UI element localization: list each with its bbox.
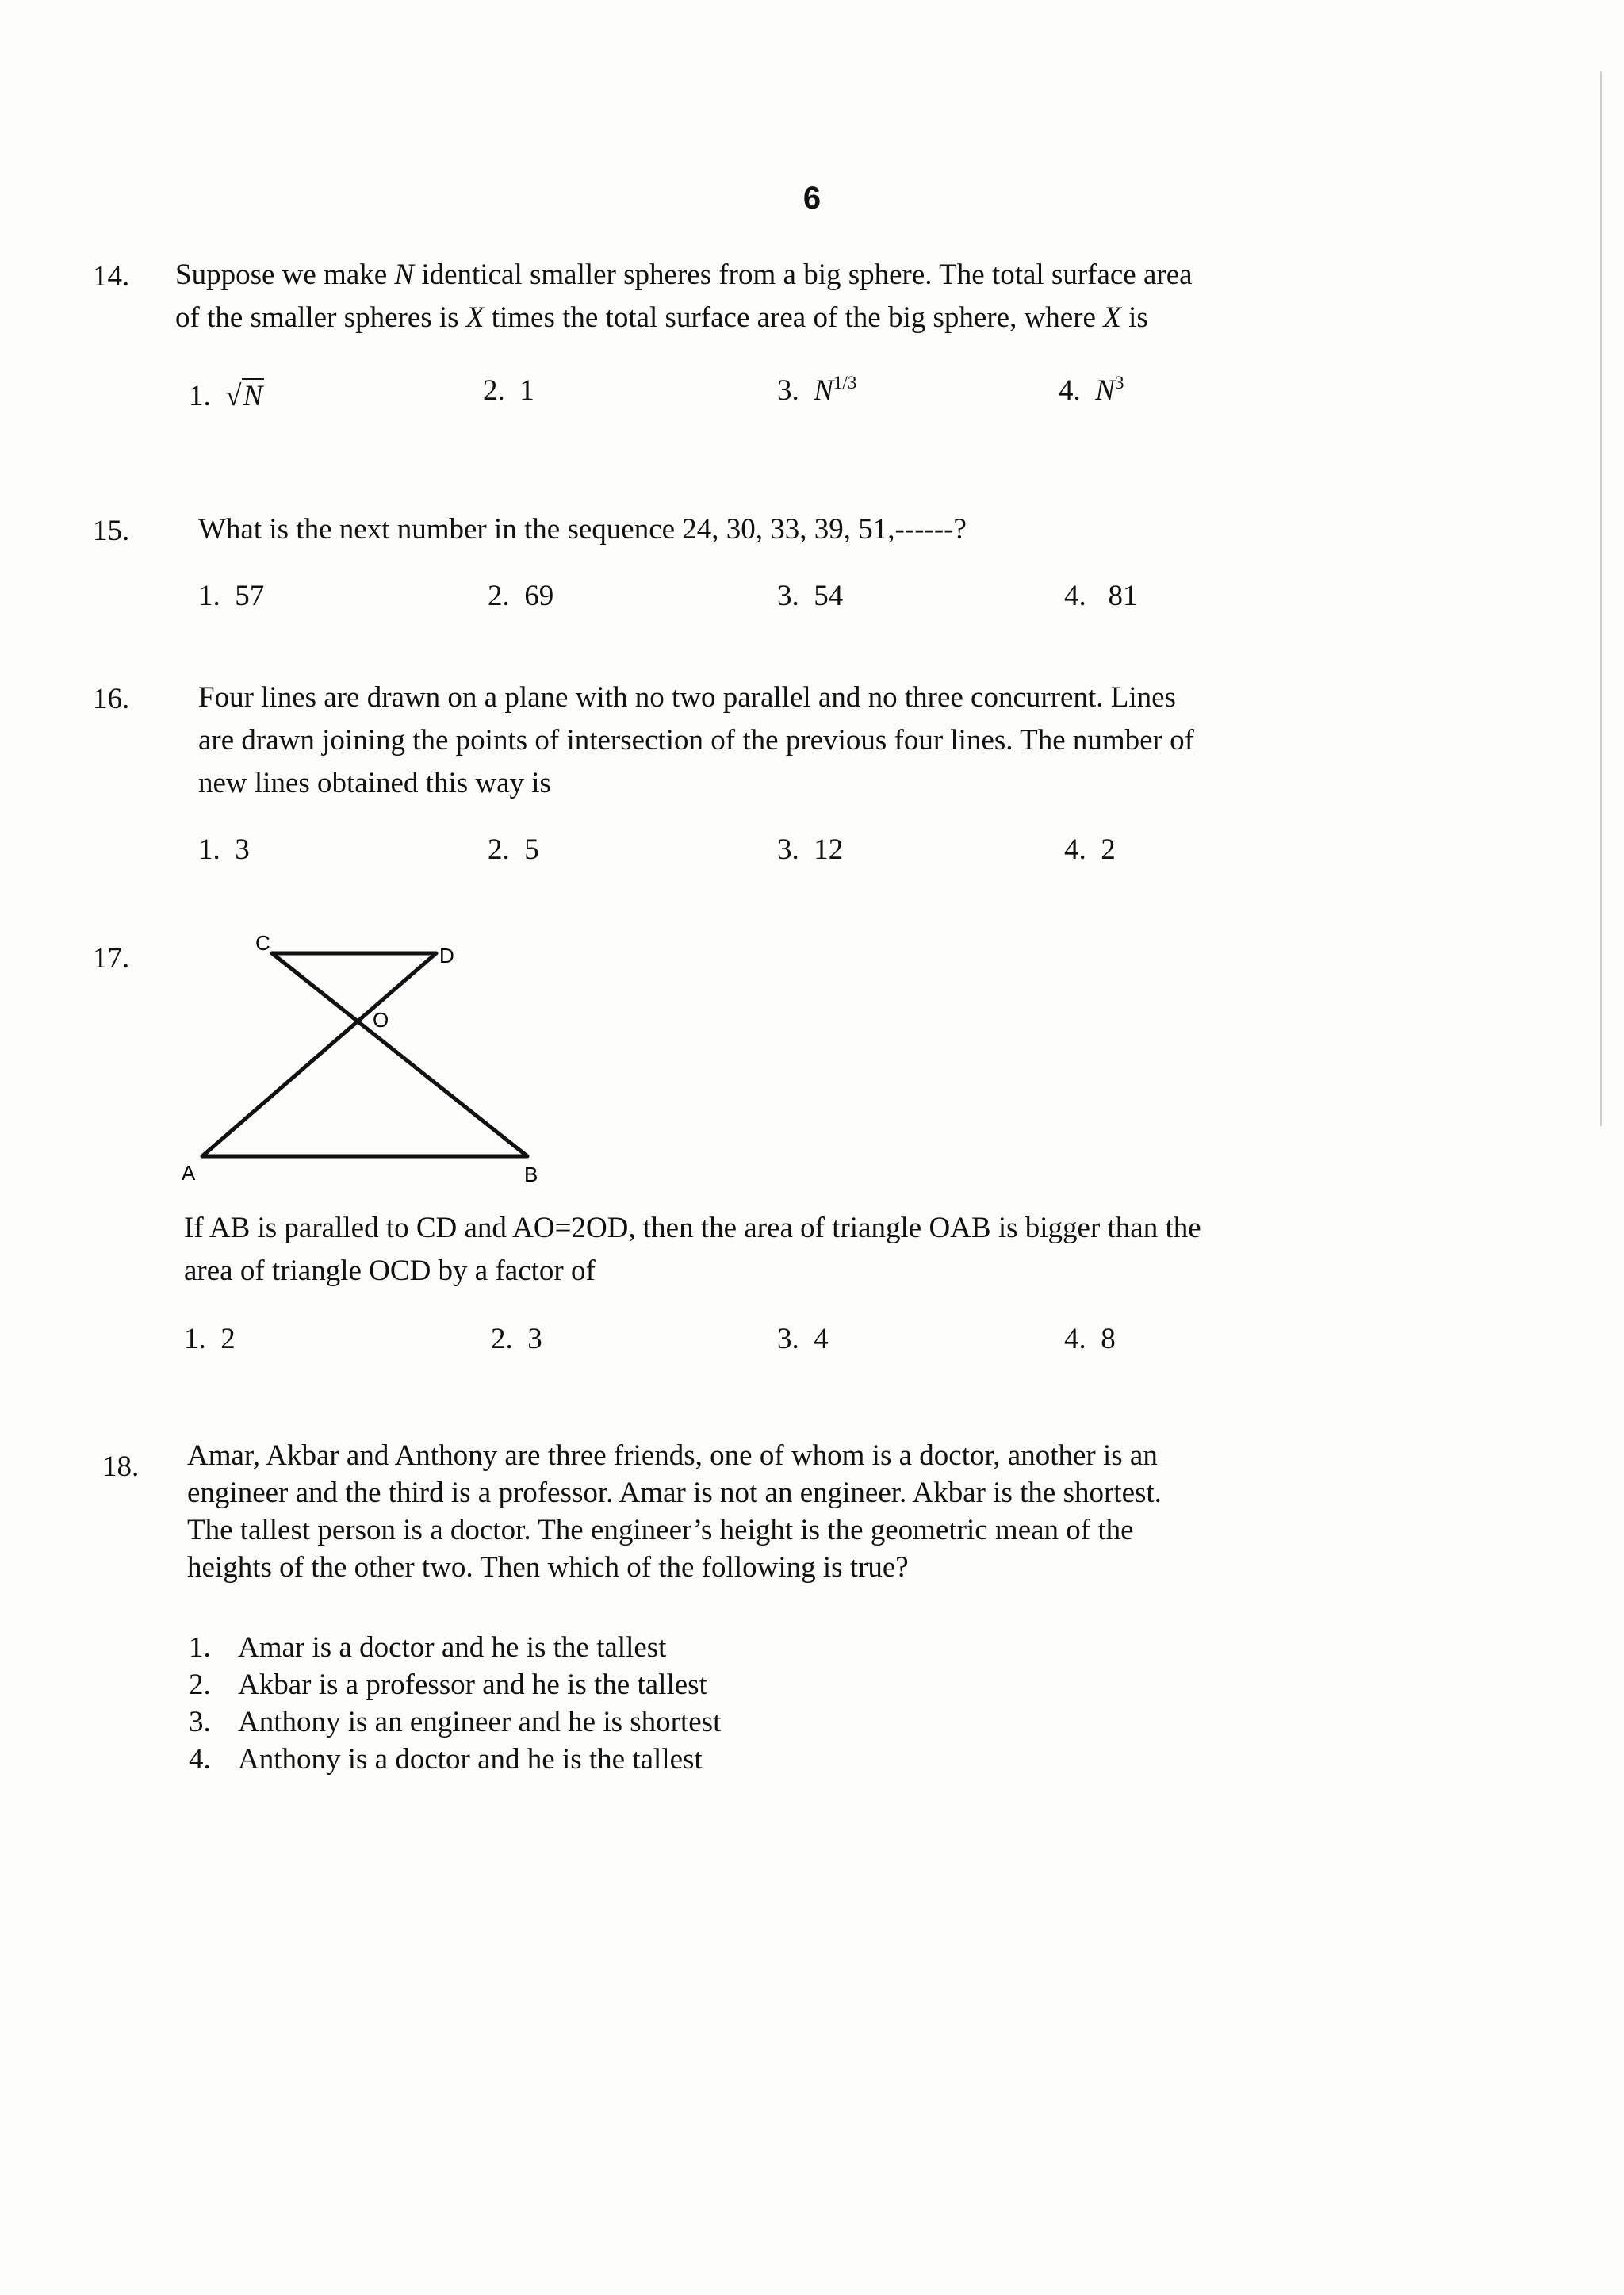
question-15-option-4[interactable]: 4. 81	[1064, 580, 1138, 612]
question-14-option-1[interactable]: 1. √N	[189, 380, 263, 412]
question-17-option-1[interactable]: 1. 2	[184, 1323, 236, 1355]
question-18-line-1: Amar, Akbar and Anthony are three friends, one of whom is a doctor, another is an	[187, 1439, 1158, 1472]
question-14-stem	[175, 254, 1193, 339]
question-16-option-1[interactable]: 1. 3	[198, 833, 250, 866]
question-17-option-2[interactable]: 2. 3	[491, 1323, 542, 1355]
scan-edge-line	[1600, 71, 1602, 1126]
question-18-number: 18.	[102, 1450, 140, 1483]
question-15-option-2[interactable]: 2. 69	[488, 580, 554, 612]
question-14-option-3[interactable]: 3. $N^{1/3}$	[777, 373, 857, 407]
question-15-option-1[interactable]: 1. 57	[198, 580, 265, 612]
question-14-line-2: of the smaller spheres is X times the total surface area of the big sphere, where X is	[175, 301, 1148, 334]
question-17-option-4[interactable]: 4. 8	[1064, 1323, 1116, 1355]
question-15-option-3[interactable]: 3. 54	[777, 580, 844, 612]
question-14-option-2[interactable]: 2. 1	[483, 374, 534, 407]
question-17-stem	[184, 1207, 1201, 1293]
question-14-number: 14.	[93, 260, 130, 293]
question-17-option-3[interactable]: 3. 4	[777, 1323, 829, 1355]
question-16-line-3: new lines obtained this way is	[198, 767, 551, 799]
question-16-number: 16.	[93, 683, 130, 715]
question-16-stem	[198, 676, 1194, 805]
question-18-stem	[187, 1437, 1162, 1586]
question-18-line-2: engineer and the third is a professor. Amar is not an engineer. Akbar is the shortest.	[187, 1477, 1162, 1509]
question-14-line-1: Suppose we make N identical smaller spheres from a big sphere. The total surface area	[175, 259, 1193, 291]
sqrt-n-expression: √N	[225, 380, 263, 412]
question-18-line-4: heights of the other two. Then which of the following is true?	[187, 1551, 909, 1584]
label-c: C	[255, 931, 270, 955]
question-18-line-3: The tallest person is a doctor. The engineer’s height is the geometric mean of the	[187, 1514, 1134, 1546]
question-16-option-2[interactable]: 2. 5	[488, 833, 539, 866]
question-17-line-2: area of triangle OCD by a factor of	[184, 1255, 596, 1287]
question-18-option-1[interactable]: 1. Amar is a doctor and he is the tallest	[189, 1631, 667, 1664]
question-16-option-4[interactable]: 4. 2	[1064, 833, 1116, 866]
label-d: D	[439, 944, 454, 967]
label-b: B	[524, 1163, 538, 1186]
triangle-diagram	[178, 926, 551, 1196]
question-16-option-3[interactable]: 3. 12	[777, 833, 844, 866]
question-17-line-1: If AB is paralled to CD and AO=2OD, then the area of triangle OAB is bigger than the	[184, 1212, 1201, 1244]
question-15-line-1: What is the next number in the sequence 24, 30, 33, 39, 51,------?	[198, 513, 967, 546]
label-a: A	[182, 1161, 196, 1185]
question-15-stem	[198, 508, 967, 551]
question-18-option-2[interactable]: 2. Akbar is a professor and he is the tallest	[189, 1669, 707, 1701]
question-16-line-1: Four lines are drawn on a plane with no two parallel and no three concurrent. Lines	[198, 681, 1176, 714]
question-16-line-2: are drawn joining the points of intersection of the previous four lines. The number of	[198, 724, 1194, 757]
question-18-options	[189, 1629, 721, 1778]
question-18-option-3[interactable]: 3. Anthony is an engineer and he is shortest	[189, 1706, 722, 1738]
question-14-option-4[interactable]: 4. $N^3$	[1059, 373, 1124, 407]
question-17-number: 17.	[93, 942, 130, 975]
question-15-number: 15.	[93, 515, 130, 547]
page-number: 6	[802, 181, 822, 216]
label-o: O	[373, 1008, 389, 1032]
question-18-option-4[interactable]: 4. Anthony is a doctor and he is the tallest	[189, 1743, 703, 1776]
